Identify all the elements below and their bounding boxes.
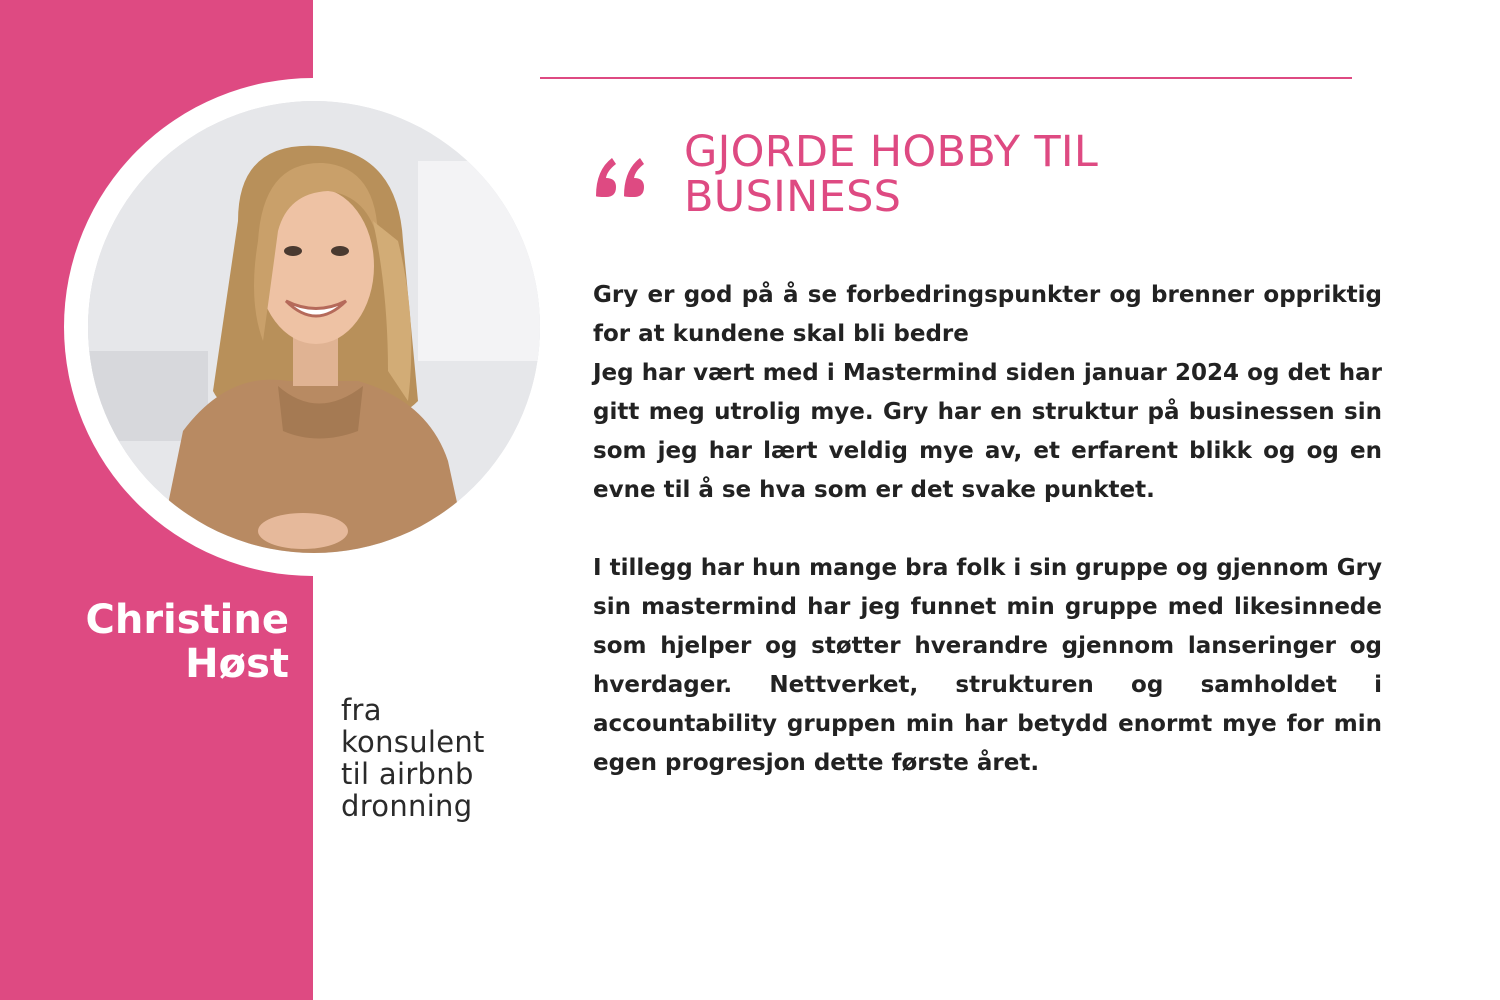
testimonial-body bbox=[593, 276, 1382, 783]
testimonial-paragraph: Jeg har vært med i Mastermind siden januar 2024 og det har gitt meg utrolig mye. Gry har en struktur på businessen sin som jeg har lært veldig mye av, et erfarent blikk og og en evne til å se hva som er det svake punktet. bbox=[593, 360, 1382, 503]
person-subtitle: fra konsulent til airbnb dronning bbox=[341, 693, 485, 823]
quote-mark-icon bbox=[590, 140, 654, 204]
person-name: Christine Høst bbox=[85, 597, 289, 687]
quote-headline: GJORDE HOBBY TIL BUSINESS bbox=[684, 127, 1099, 222]
portrait-photo bbox=[88, 101, 540, 553]
paragraph-spacer bbox=[593, 510, 1382, 549]
testimonial-paragraph: I tillegg har hun mange bra folk i sin gruppe og gjennom Gry sin mastermind har jeg funnet min gruppe med likesinnede som hjelper og støtter hverandre gjennom lanseringer og hverdager. Nettverket, strukturen og samholdet i accountability gruppen min har betydd enormt mye for min egen progresjon dette første året. bbox=[593, 555, 1382, 776]
top-divider bbox=[540, 77, 1352, 79]
testimonial-paragraph: Gry er god på å se forbedringspunkter og brenner oppriktig for at kundene skal bli bedre bbox=[593, 282, 1382, 347]
